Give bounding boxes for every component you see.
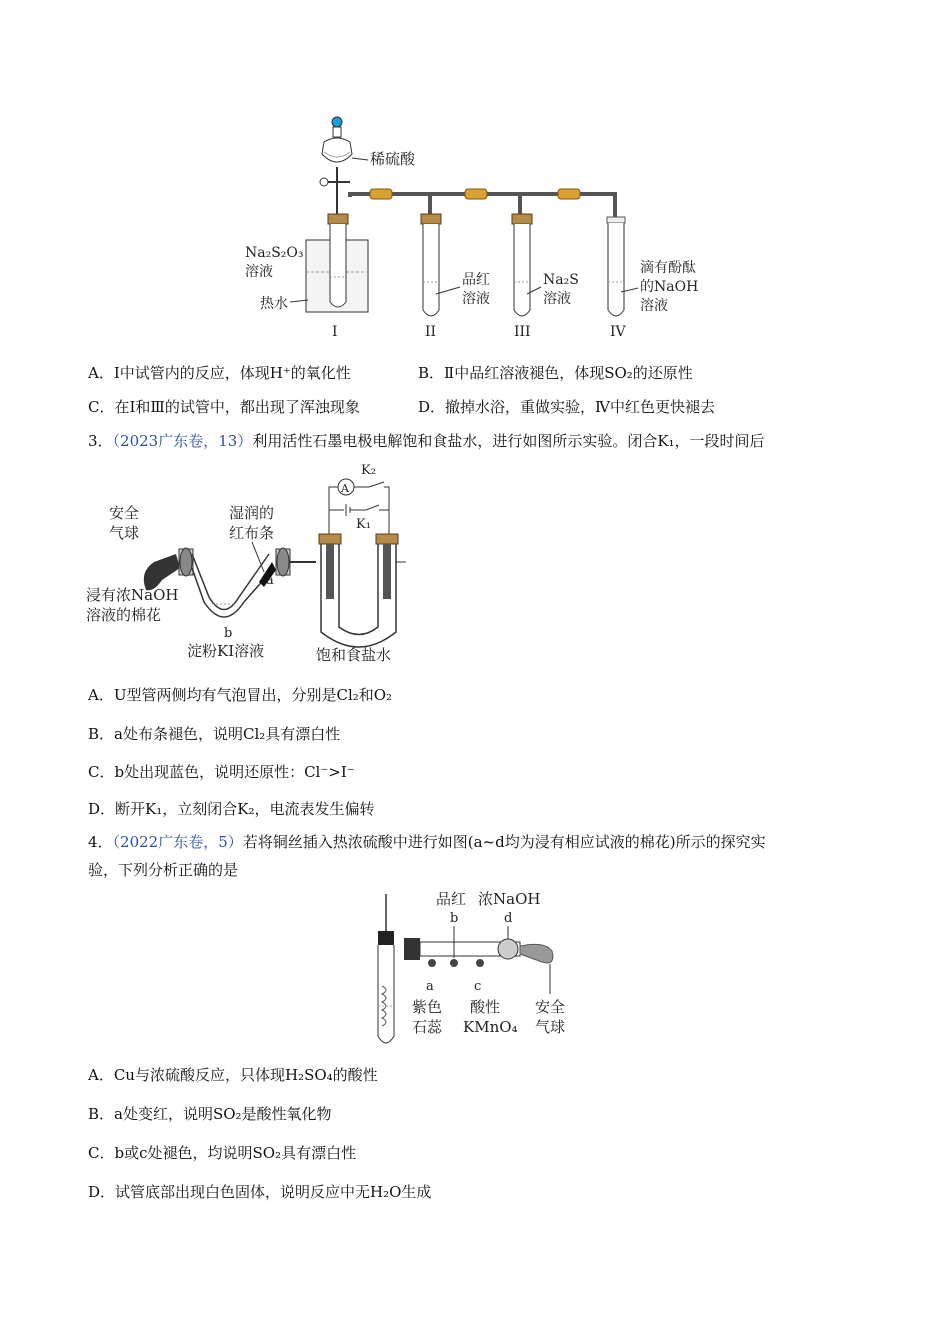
- label-pinhong: 品红: [436, 890, 467, 908]
- label-balloon: 气球: [535, 1018, 566, 1036]
- label-phenolphthalein: 滴有酚酞: [640, 260, 696, 276]
- label-cotton: 浸有浓NaOH: [86, 586, 179, 604]
- label-cotton-solution: 溶液的棉花: [86, 606, 162, 624]
- q4-stem-text: 若将铜丝插入热浓硫酸中进行如图(a~d均为浸有相应试液的棉花)所示的探究实: [242, 833, 766, 851]
- label-naoh: 的NaOH: [640, 279, 699, 295]
- label-naoh-solution: 溶液: [640, 298, 668, 314]
- label-na2s2o3: Na₂S₂O₃: [245, 245, 304, 261]
- q4-stem-continued: 验，下列分析正确的是: [88, 861, 239, 879]
- label-safety: 安全: [109, 504, 140, 522]
- label-tube-1: I: [332, 324, 338, 340]
- label-conc-naoh: 浓NaOH: [478, 890, 541, 908]
- label-k2: K₂: [361, 463, 376, 478]
- q4-option-d: D．试管底部出现白色固体，说明反应中无H₂O生成: [88, 1183, 432, 1201]
- label-c: c: [474, 979, 482, 994]
- label-tube-2: II: [425, 324, 437, 340]
- label-purple: 紫色: [412, 998, 443, 1016]
- q4-option-a: A．Cu与浓硫酸反应，只体现H₂SO₄的酸性: [88, 1066, 378, 1084]
- label-hot-water: 热水: [260, 296, 288, 312]
- label-pinhong-solution: 溶液: [462, 291, 490, 307]
- label-a: a: [426, 979, 434, 994]
- label-k1: K₁: [356, 517, 371, 532]
- q3-option-c: C．b处出现蓝色，说明还原性：Cl⁻>I⁻: [88, 763, 355, 781]
- label-litmus: 石蕊: [412, 1018, 443, 1036]
- q3-stem: [88, 430, 765, 452]
- q3-option-b: B．a处布条褪色，说明Cl₂具有漂白性: [88, 725, 341, 743]
- label-tube-4: IV: [610, 324, 626, 340]
- q4-option-b: B．a处变红，说明SO₂是酸性氧化物: [88, 1105, 332, 1123]
- q3-option-a: A．U型管两侧均有气泡冒出，分别是Cl₂和O₂: [88, 686, 393, 704]
- q3-stem-text: 利用活性石墨电极电解饱和食盐水，进行如图所示实验。闭合K₁，一段时间后: [252, 432, 765, 450]
- label-safety: 安全: [535, 998, 566, 1016]
- label-brine: 饱和食盐水: [316, 646, 392, 664]
- q4-option-c: C．b或c处褪色，均说明SO₂具有漂白性: [88, 1144, 357, 1162]
- q2-option-d: D．撤掉水浴，重做实验，Ⅳ中红色更快褪去: [418, 398, 716, 416]
- q4-copper-acid-figure: [370, 886, 585, 1052]
- q2-option-b: B．Ⅱ中品红溶液褪色，体现SO₂的还原性: [418, 364, 693, 382]
- q2-option-c: C．在Ⅰ和Ⅲ的试管中，都出现了浑浊现象: [88, 398, 360, 416]
- label-acidic: 酸性: [470, 998, 501, 1016]
- label-kmno4: KMnO₄: [463, 1018, 518, 1036]
- label-wet: 湿润的: [229, 504, 275, 522]
- label-na2s2o3-solution: 溶液: [245, 264, 273, 280]
- q4-source: （2022广东卷，5）: [112, 833, 243, 851]
- label-ammeter: A: [341, 482, 349, 495]
- q3-number: 3．: [88, 432, 113, 450]
- label-dilute-acid: 稀硫酸: [370, 150, 416, 168]
- q2-apparatus-figure: [240, 112, 720, 344]
- label-point-a: a: [266, 573, 274, 588]
- q3-source: （2023广东卷，13）: [112, 432, 253, 450]
- label-tube-3: III: [514, 324, 531, 340]
- label-balloon: 气球: [109, 524, 140, 542]
- label-point-b: b: [224, 626, 233, 641]
- label-red-cloth: 红布条: [229, 524, 275, 542]
- q3-electrolysis-figure: [84, 462, 414, 667]
- q3-option-d: D．断开K₁，立刻闭合K₂，电流表发生偏转: [88, 800, 375, 818]
- label-pinhong: 品红: [462, 272, 490, 288]
- q4-stem: [88, 831, 766, 853]
- label-b: b: [450, 911, 459, 926]
- label-starch-ki: 淀粉KI溶液: [187, 642, 265, 660]
- q2-option-a: A．Ⅰ中试管内的反应，体现H⁺的氧化性: [88, 364, 351, 382]
- label-d: d: [504, 911, 513, 926]
- label-na2s-solution: 溶液: [543, 291, 571, 307]
- label-na2s: Na₂S: [543, 272, 579, 288]
- q4-number: 4．: [88, 833, 113, 851]
